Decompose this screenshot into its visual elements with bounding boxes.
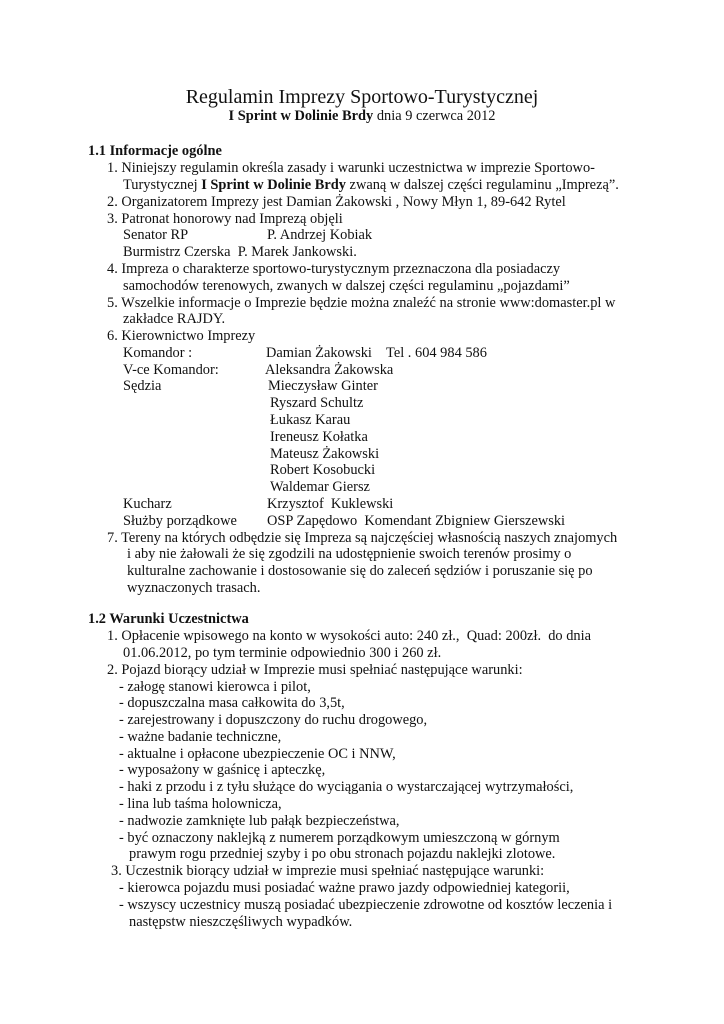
item-7-line-4: wyznaczonych trasach.	[127, 580, 261, 596]
judge-name: Waldemar Giersz	[270, 479, 370, 495]
cond-2-bullet: - załogę stanowi kierowca i pilot,	[119, 679, 311, 695]
cond-2-bullet: - nadwozie zamknięte lub pałąk bezpieczeństwa,	[119, 813, 400, 829]
sluzby-role: Służby porządkowe	[123, 513, 237, 529]
judge-name: Robert Kosobucki	[270, 462, 376, 478]
cond-2-bullet: - wyposażony w gaśnicę i apteczkę,	[119, 762, 326, 778]
judge-name: Łukasz Karau	[270, 412, 351, 428]
cond-3: 3. Uczestnik biorący udział w imprezie musi spełniać następujące warunki:	[111, 863, 545, 879]
komandor-name: Damian Żakowski Tel . 604 984 586	[266, 345, 487, 361]
item-2: 2. Organizatorem Imprezy jest Damian Żakowski , Nowy Młyn 1, 89-642 Rytel	[107, 194, 566, 210]
patron-1-name: P. Andrzej Kobiak	[267, 227, 373, 243]
item-1-line-1: 1. Niniejszy regulamin określa zasady i warunki uczestnictwa w imprezie Sportowo-	[107, 160, 595, 176]
cond-1-line-1: 1. Opłacenie wpisowego na konto w wysokości auto: 240 zł., Quad: 200zł. do dnia	[107, 628, 591, 644]
event-date: dnia 9 czerwca 2012	[373, 108, 496, 124]
patron-2: Burmistrz Czerska P. Marek Jankowski.	[123, 244, 357, 260]
kucharz-role: Kucharz	[123, 496, 172, 512]
cond-2-bullet: - zarejestrowany i dopuszczony do ruchu drogowego,	[119, 712, 428, 728]
judge-name: Ryszard Schultz	[270, 395, 364, 411]
item-4-line-1: 4. Impreza o charakterze sportowo-turystycznym przeznaczona dla posiadaczy	[107, 261, 561, 277]
item-5-line-2: zakładce RAJDY.	[123, 311, 226, 327]
item-4-line-2: samochodów terenowych, zwanych w dalszej części regulaminu „pojazdami”	[123, 278, 570, 294]
item-5-line-1: 5. Wszelkie informacje o Imprezie będzie można znaleźć na stronie www:domaster.pl w	[107, 295, 616, 311]
cond-3-bullet: - wszyscy uczestnicy muszą posiadać ubezpieczenie zdrowotne od kosztów leczenia i	[119, 897, 613, 913]
cond-2: 2. Pojazd biorący udział w Imprezie musi spełniać następujące warunki:	[107, 662, 523, 678]
kucharz-name: Krzysztof Kuklewski	[267, 496, 394, 512]
document-subtitle	[0, 108, 724, 125]
item-7-line-1: 7. Tereny na których odbędzie się Impreza są najczęściej własnością naszych znajomych	[107, 530, 618, 546]
item-1-event-name: I Sprint w Dolinie Brdy	[201, 177, 346, 193]
document-title: Regulamin Imprezy Sportowo-Turystycznej	[185, 86, 539, 108]
item-3: 3. Patronat honorowy nad Imprezą objęli	[107, 211, 343, 227]
vce-komandor-role: V-ce Komandor:	[123, 362, 219, 378]
cond-2-bullet: - lina lub taśma holownicza,	[119, 796, 282, 812]
cond-3-bullet-continuation: następstw nieszczęśliwych wypadków.	[129, 914, 353, 930]
sluzby-name: OSP Zapędowo Komendant Zbigniew Gierszewski	[267, 513, 566, 529]
item-1-text: Turystycznej	[123, 177, 202, 193]
cond-2-bullet: - aktualne i opłacone ubezpieczenie OC i NNW,	[119, 746, 396, 762]
section-heading-conditions: 1.2 Warunki Uczestnictwa	[88, 611, 249, 627]
cond-2-bullet: - ważne badanie techniczne,	[119, 729, 282, 745]
cond-3-bullet: - kierowca pojazdu musi posiadać ważne prawo jazdy odpowiedniej kategorii,	[119, 880, 570, 896]
item-7-line-3: kulturalne zachowanie i dostosowanie się do zaleceń sędziów i poruszanie się po	[127, 563, 593, 579]
item-1-text-end: zwaną w dalszej części regulaminu „Imprezą”.	[345, 177, 619, 193]
cond-2-bullet: - dopuszczalna masa całkowita do 3,5t,	[119, 695, 345, 711]
cond-1-line-2: 01.06.2012, po tym terminie odpowiednio 300 i 260 zł.	[123, 645, 442, 661]
cond-2-bullet: - być oznaczony naklejką z numerem porządkowym umieszczoną w górnym	[119, 830, 560, 846]
cond-2-bullet-continuation: prawym rogu przedniej szyby i po obu stronach pojazdu naklejki zlotowe.	[129, 846, 556, 862]
patron-1-role: Senator RP	[123, 227, 189, 243]
section-heading-general: 1.1 Informacje ogólne	[88, 143, 222, 159]
item-7-line-2: i aby nie żałowali że się zgodzili na udostępnienie swoich terenów prosimy o	[127, 546, 572, 562]
judge-name: Mieczysław Ginter	[268, 378, 378, 394]
vce-komandor-name: Aleksandra Żakowska	[265, 362, 394, 378]
sedzia-role: Sędzia	[123, 378, 162, 394]
event-name: I Sprint w Dolinie Brdy	[228, 108, 374, 124]
item-1-line-2	[123, 177, 619, 194]
komandor-role: Komandor :	[123, 345, 193, 361]
judge-name: Ireneusz Kołatka	[270, 429, 368, 445]
item-6: 6. Kierownictwo Imprezy	[107, 328, 256, 344]
cond-2-bullet: - haki z przodu i z tyłu służące do wyciągania o wystarczającej wytrzymałości,	[119, 779, 574, 795]
judge-name: Mateusz Żakowski	[270, 446, 380, 462]
